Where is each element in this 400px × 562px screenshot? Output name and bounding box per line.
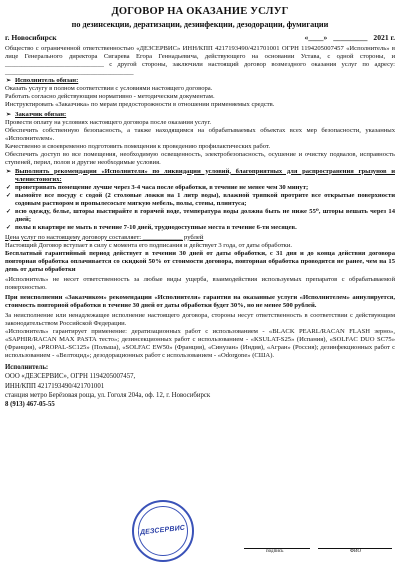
- document-title: ДОГОВОР НА ОКАЗАНИЕ УСЛУГ: [111, 6, 289, 17]
- stamp-text: ДЕЗСЕРВИС: [140, 524, 186, 537]
- recommendation-item: ✓ всю одежду, белье, шторы выстирайте в горячей воде, температура воды должна быть не ниже 55⁰, шторы вешать через 14 дней;: [5, 208, 395, 224]
- executor-details: [5, 363, 395, 409]
- recommendation-item: ✓ вымойте все посуду с содой (2 столовые ложки на 1 литр воды), влажной тряпкой протрите все открытые поверхности содовым раствором и пропылесосьте мягкую мебель, полы, стены, плинтуса;: [5, 192, 395, 208]
- date-year: 2021 г.: [373, 32, 395, 42]
- city-date-row: [5, 33, 395, 42]
- guarantee-text: Бесплатный гарантийный период действует в течении 30 дней от даты обработки, с 31 дня и до конца действия договора повторная обработка оплачивается со скидкой 50% от стоимости договора, повторная обработка проводится не ранее, чем на 15 день от даты обработки: [5, 249, 395, 273]
- document-subtitle: по дезинсекции, дератизации, дезинфекции, дезодорации, фумигации: [71, 19, 329, 29]
- recommendations-heading: ➢ Выполнять рекомендации «Исполнителя» по ликвидации условий, благоприятных для распространения грызунов и членистоногих:: [5, 168, 395, 184]
- recommendations-list: [5, 184, 395, 232]
- executor-phone: 8 (913) 467-05-55: [5, 400, 55, 408]
- disputes-text: За неисполнение или ненадлежащее исполнение настоящего договора, стороны несут ответственность в соответствии с действующим законодательством Российской Федерации.: [5, 312, 395, 328]
- customer-heading-list: [5, 111, 395, 119]
- city: г. Новосибирск: [5, 32, 57, 42]
- customer-line: Обеспечить доступ во все помещения, необходимую освещенность, электробезопасность, осушение и очистку подвалов, исправность ступеней, перил, полов и другие необходимые условия.: [5, 151, 395, 167]
- executor-line: Инструктировать «Заказчика» по мерам предосторожности в отношении применяемых средств.: [5, 101, 275, 109]
- recommendations-heading-list: [5, 168, 395, 184]
- executor-address: станция метро Берёзовая роща, ул. Гоголя 204а, оф. 12, г. Новосибирск: [5, 391, 211, 399]
- customer-line: Обеспечить собственную безопасность, а также находящимся на обрабатываемых объектах всех мер безопасности, указанных «Исполнителем».: [5, 127, 395, 143]
- price-line: Цена услуг по настоящему договору составляет: ____________ рублей: [5, 233, 204, 241]
- contract-page: [5, 6, 395, 409]
- executor-heading-list: [5, 77, 395, 85]
- validity-text: Настоящий Договор вступает в силу с момента его подписания и действует 3 года, от даты обработки.: [5, 241, 293, 249]
- executor-inn: ИНН/КПП 4217193490/421701001: [5, 382, 105, 390]
- executor-company: ООО «ДЕЗСЕРВИС», ОГРН 1194205007457,: [5, 373, 136, 381]
- liability-text: «Исполнитель» не несет ответственность за любые виды ущерба, взаимодействия используемых препаратов с обрабатываемой поверхностью.: [5, 275, 395, 291]
- customer-heading: ➢ Заказчик обязан:: [5, 111, 395, 119]
- preparations-text: «Исполнитель» гарантирует применение: дератизационных работ с использованием - «BLACK PEARL/RACAN FLASH зерно», «SAPHIR/RACAN MAX PASTA тесто»; дезинсекционных работ с использованием - «KSULAT-S25» (Испания), «SOLFAC DUO SC75» (Франция), «PROPAL-SC125» (Польша), «SOLFAC EW50» (Франция), «Синузан» (Индия), «Агран» (Россия); дезинфекционных работ с использованием - «Велтоцид»; дезодорационных работ с использованием - «Odorgone» (США).: [5, 328, 395, 360]
- customer-line: Провести оплату на условиях настоящего договора после оказания услуг.: [5, 119, 212, 127]
- signature-label: подпись: [266, 549, 284, 554]
- executor-line: Оказать услугу в полном соответствии с условиями настоящего договора.: [5, 85, 213, 93]
- date-month: _________: [333, 32, 368, 42]
- noncompliance-text: При неисполнении «Заказчиком» рекомендации «Исполнителя» гарантия на оказанные услуги «Исполнителем» аннулируется, стоимость повторной обработки в течение 30 дней от даты обработки будет 30%, но не менее 500 рублей.: [5, 293, 395, 310]
- customer-line: Качественно и своевременно подготовить помещения к проведению профилактических работ.: [5, 143, 270, 151]
- name-label: ФИО: [350, 549, 362, 554]
- recommendation-item: ✓ полы в квартире не мыть в течение 7-10 дней, труднодоступные места в течение 6-ти месяцев.: [5, 224, 395, 232]
- executor-details-heading: Исполнитель:: [5, 364, 49, 372]
- executor-heading: ➢ Исполнитель обязан:: [5, 77, 395, 85]
- company-stamp: [132, 500, 194, 562]
- contract-date: [304, 33, 395, 42]
- date-day: «____»: [304, 32, 328, 42]
- recommendation-item: ✓ проветривать помещение лучше через 3-4 часа после обработки, в течение не менее чем 30 минут;: [5, 184, 395, 192]
- executor-line: Работать согласно действующим нормативно - методическим документам.: [5, 93, 215, 101]
- intro-paragraph: Общество с ограниченной ответственностью «ДЕЗСЕРВИС» ИНН/КПП 4217193490/421701001 ОГРН 1194205007457 «Исполнитель» в лице Генерального директора Сигарева Егора Геннадьевича, действующего на основании Устава, с одной стороны, и ______________________________ с другой стороны, заключили настоящий договор возмездного оказания услуг по адресу: _______________________________________: [5, 45, 395, 77]
